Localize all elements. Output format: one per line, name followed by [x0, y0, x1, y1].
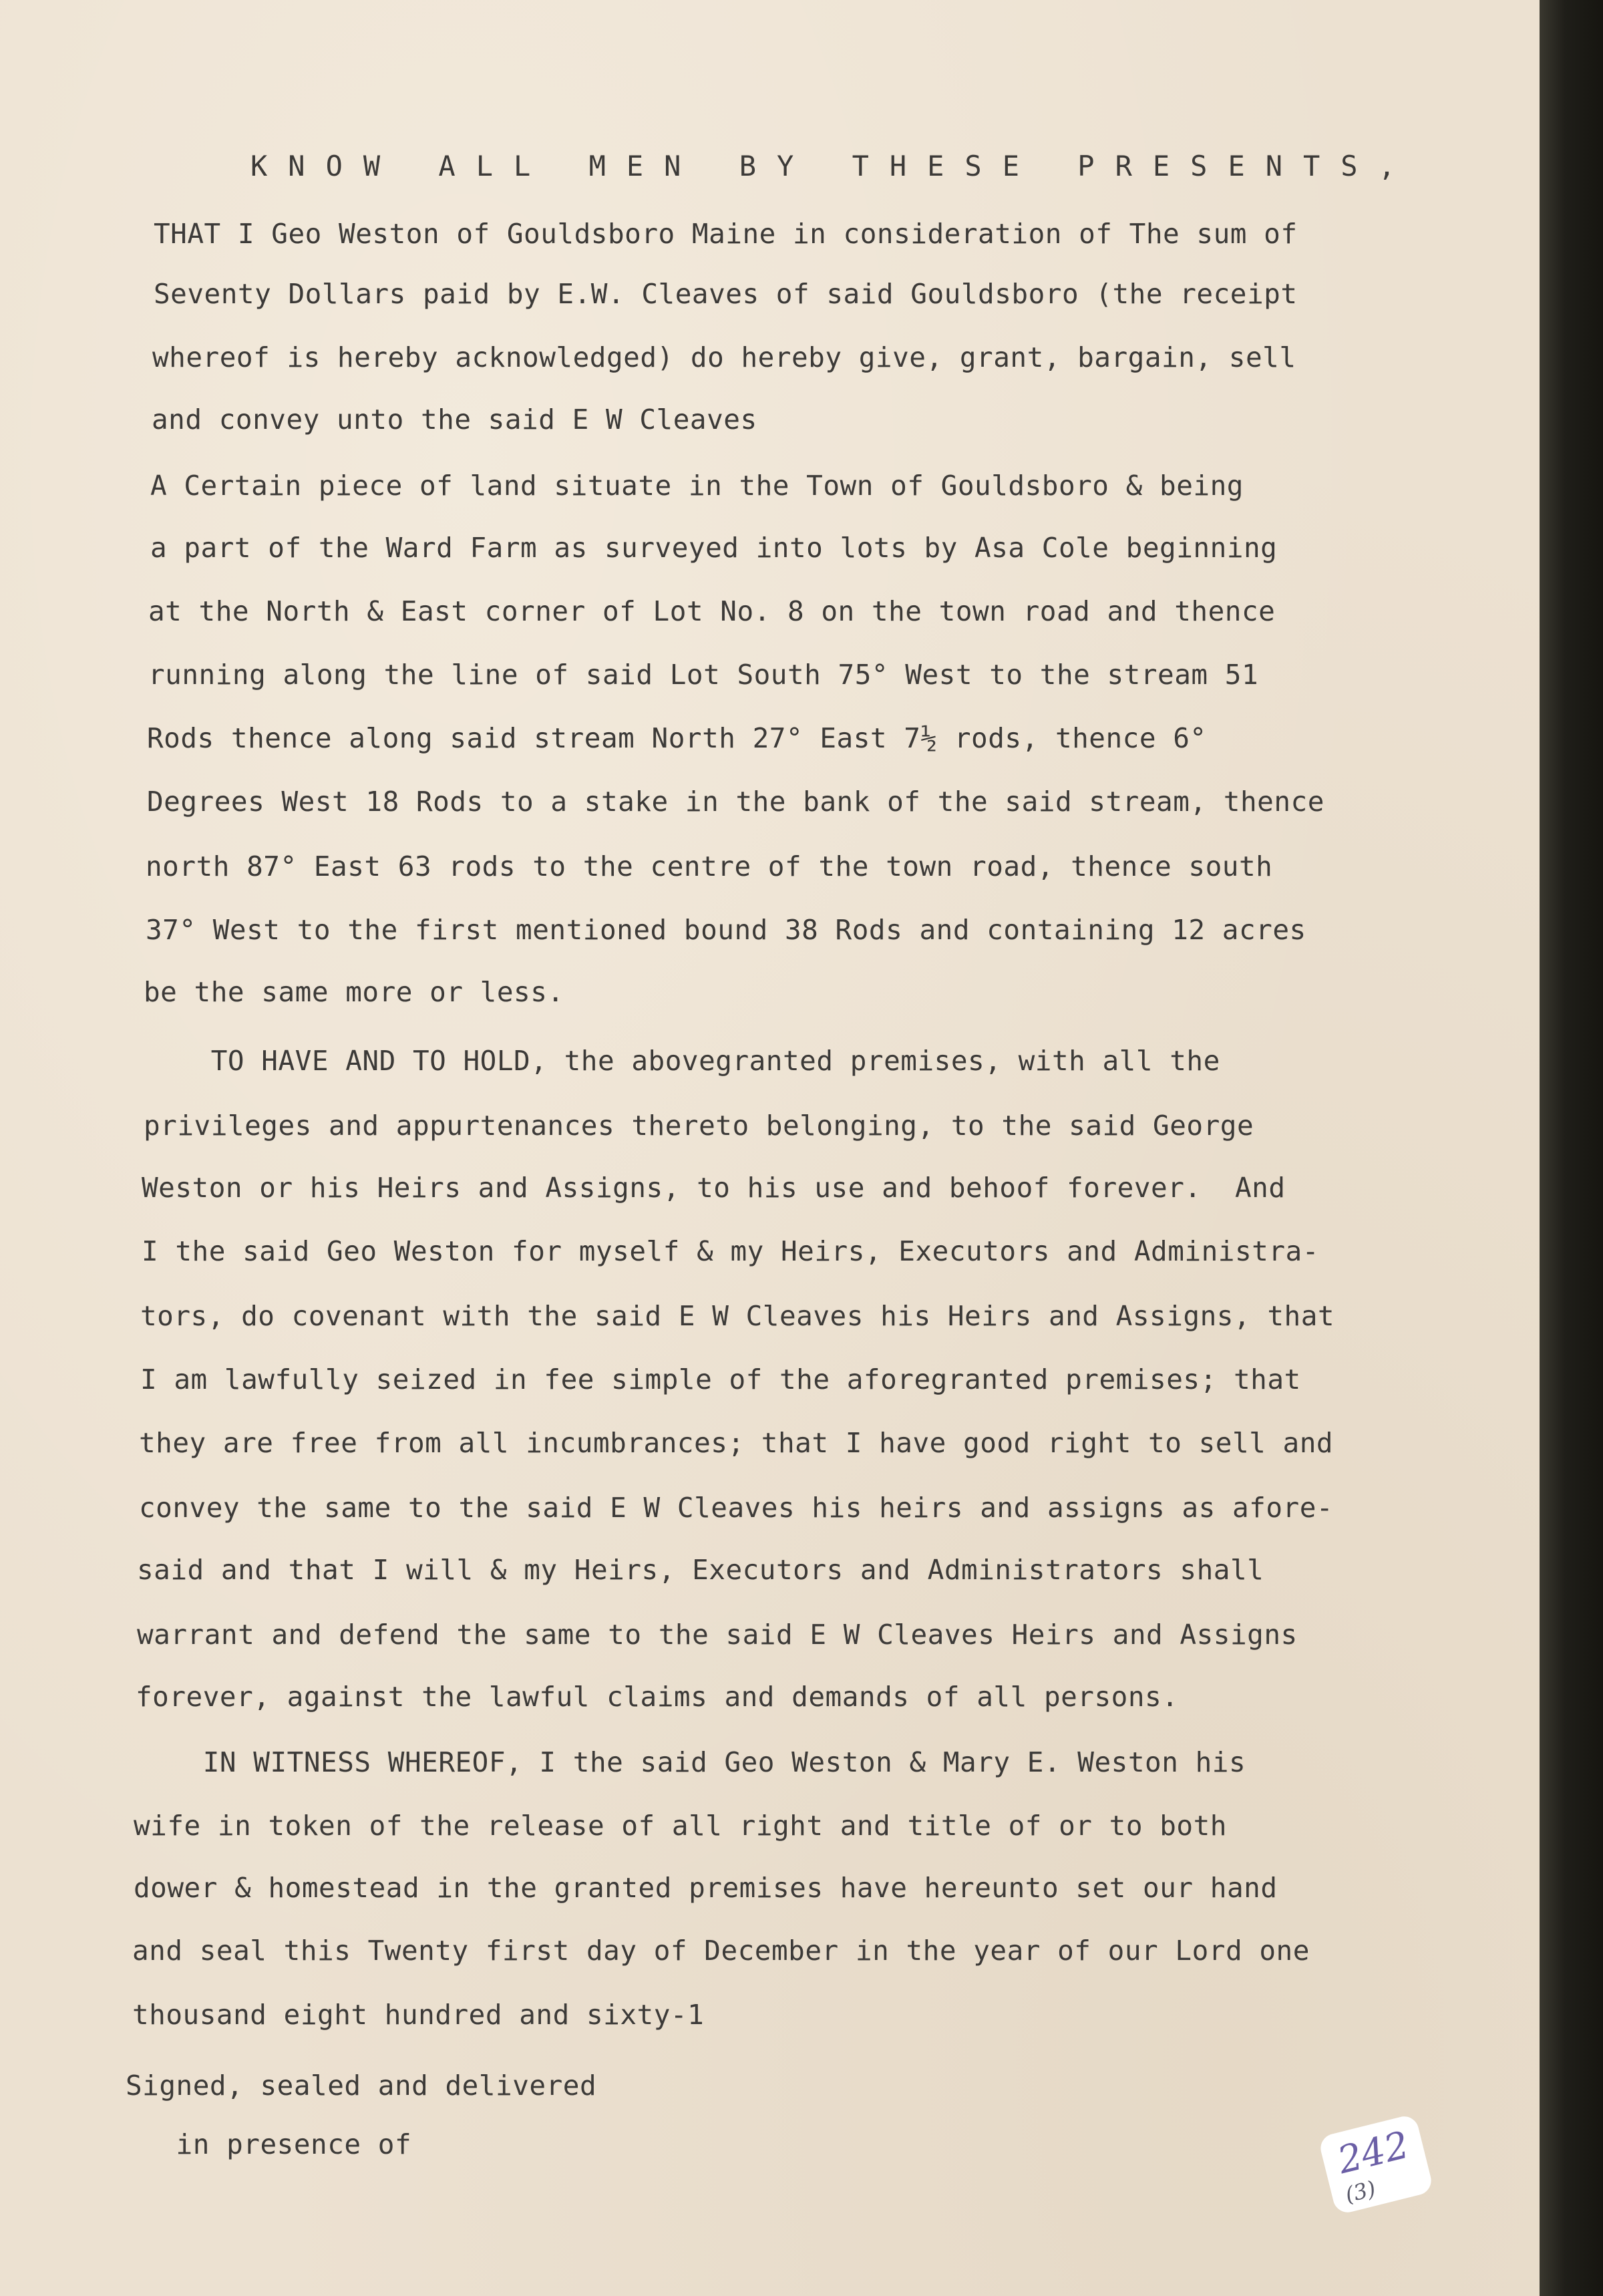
text-line: running along the line of said Lot South 75° West to the stream 51 — [148, 659, 1259, 691]
text-line: they are free from all incumbrances; that I have good right to sell and — [139, 1427, 1334, 1459]
text-line: Degrees West 18 Rods to a stake in the bank of the said stream, thence — [147, 786, 1324, 818]
text-line: thousand eight hundred and sixty-1 — [132, 1999, 705, 2031]
text-line: wife in token of the release of all right and title of or to both — [134, 1810, 1227, 1842]
page-number-sub: (3) — [1343, 2175, 1379, 2208]
text-line: Weston or his Heirs and Assigns, to his use and behoof forever. And — [142, 1172, 1286, 1204]
text-line: north 87° East 63 rods to the centre of the town road, thence south — [146, 850, 1273, 882]
text-line: at the North & East corner of Lot No. 8 on the town road and thence — [148, 595, 1276, 627]
signature-caption: in presence of — [126, 2128, 412, 2160]
text-line: and seal this Twenty first day of December in the year of our Lord one — [132, 1935, 1310, 1967]
scan-background-edge — [1540, 0, 1603, 2296]
text-line: 37° West to the first mentioned bound 38 Rods and containing 12 acres — [146, 914, 1306, 946]
text-line: convey the same to the said E W Cleaves his heirs and assigns as afore- — [139, 1492, 1334, 1524]
text-line: TO HAVE AND TO HOLD, the abovegranted premises, with all the — [144, 1045, 1220, 1077]
text-line: A Certain piece of land situate in the Town of Gouldsboro & being — [150, 470, 1244, 502]
page-number: 242 — [1333, 2123, 1413, 2183]
text-line: whereof is hereby acknowledged) do hereby give, grant, bargain, sell — [152, 341, 1296, 373]
text-line: said and that I will & my Heirs, Executors and Administrators shall — [137, 1554, 1264, 1586]
signature-caption: Signed, sealed and delivered — [126, 2070, 597, 2102]
text-line: warrant and defend the same to the said E W Cleaves Heirs and Assigns — [137, 1619, 1298, 1651]
text-line: dower & homestead in the granted premises have hereunto set our hand — [134, 1872, 1278, 1904]
text-line: and convey unto the said E W Cleaves — [152, 403, 757, 436]
text-line: privileges and appurtenances thereto belonging, to the said George — [144, 1110, 1254, 1142]
text-line: a part of the Ward Farm as surveyed into lots by Asa Cole beginning — [150, 532, 1278, 564]
deed-heading: KNOW ALL MEN BY THESE PRESENTS, — [250, 150, 1416, 182]
text-line: THAT I Geo Weston of Gouldsboro Maine in consideration of The sum of — [154, 218, 1298, 250]
text-line: Rods thence along said stream North 27° East 7½ rods, thence 6° — [147, 722, 1207, 754]
text-line: I the said Geo Weston for myself & my Heirs, Executors and Administra- — [142, 1235, 1319, 1267]
text-line: be the same more or less. — [144, 976, 564, 1008]
text-line: forever, against the lawful claims and demands of all persons. — [136, 1681, 1179, 1713]
text-line: IN WITNESS WHEREOF, I the said Geo Weston & Mary E. Weston his — [136, 1746, 1246, 1778]
text-line: tors, do covenant with the said E W Cleaves his Heirs and Assigns, that — [140, 1300, 1335, 1332]
text-line: Seventy Dollars paid by E.W. Cleaves of said Gouldsboro (the receipt — [154, 278, 1298, 310]
page-number-label — [1318, 2114, 1435, 2216]
text-line: I am lawfully seized in fee simple of the aforegranted premises; that — [140, 1363, 1301, 1396]
